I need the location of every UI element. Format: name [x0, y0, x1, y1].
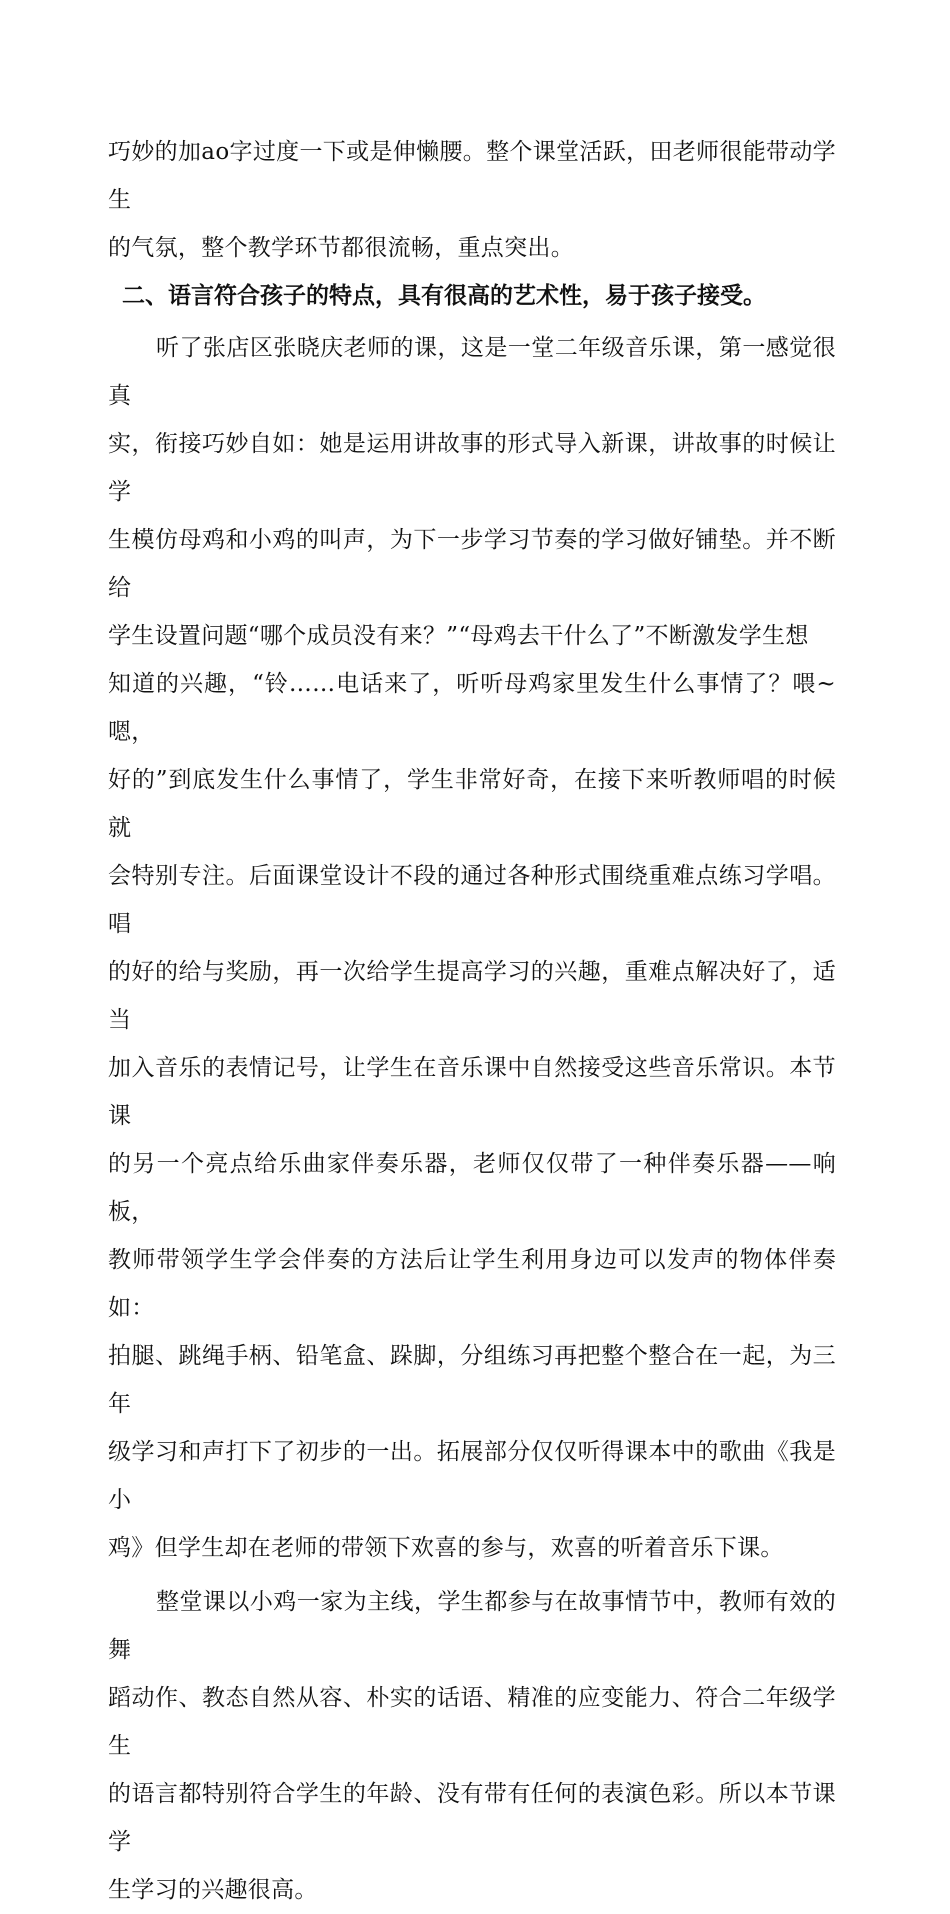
- paragraph-lesson-review: 听了张店区张晓庆老师的课，这是一堂二年级音乐课，第一感觉很真 实，衔接巧妙自如：她是运用讲故事的形式导入新课，讲故事的时候让学 生模仿母鸡和小鸡的叫声，为下一步学习节奏的学习做好铺垫。并不断给 学生设置问题“哪个成员没有来？”“母鸡去干什么了”不断激发学生想 知道的兴趣，“铃……电话来了，听听母鸡家里发生什么事情了？喂~嗯， 好的”到底发生什么事情了，学生非常好奇，在接下来听教师唱的时候就 会特别专注。后面课堂设计不段的通过各种形式围绕重难点练习学唱。唱 的好的给与奖励，再一次给学生提高学习的兴趣，重难点解决好了，适当 加入音乐的表情记号，让学生在音乐课中自然接受这些音乐常识。本节课 的另一个亮点给乐曲家伴奏乐器，老师仅仅带了一种伴奏乐器——响板， 教师带领学生学会伴奏的方法后让学生利用身边可以发声的物体伴奏如： 拍腿、跳绳手柄、铅笔盒、跺脚，分组练习再把整个整合在一起，为三年 级学习和声打下了初步的一出。拓展部分仅仅听得课本中的歌曲《我是小 鸡》但学生却在老师的带领下欢喜的参与，欢喜的听着音乐下课。: [108, 335, 836, 1561]
- paragraph-continuation: 巧妙的加ao字过度一下或是伸懒腰。整个课堂活跃，田老师很能带动学生 的气氛，整个教学环节都很流畅，重点突出。: [108, 139, 836, 261]
- paragraph-summary: 整堂课以小鸡一家为主线，学生都参与在故事情节中，教师有效的舞 蹈动作、教态自然从容、朴实的话语、精准的应变能力、符合二年级学生 的语言都特别符合学生的年龄、没有带有任何的表演色彩。所以本节课学 生学习的兴趣很高。: [108, 1589, 836, 1903]
- document-body: [108, 128, 836, 1914]
- section-heading: 二、语言符合孩子的特点，具有很高的艺术性，易于孩子接受。: [122, 282, 766, 309]
